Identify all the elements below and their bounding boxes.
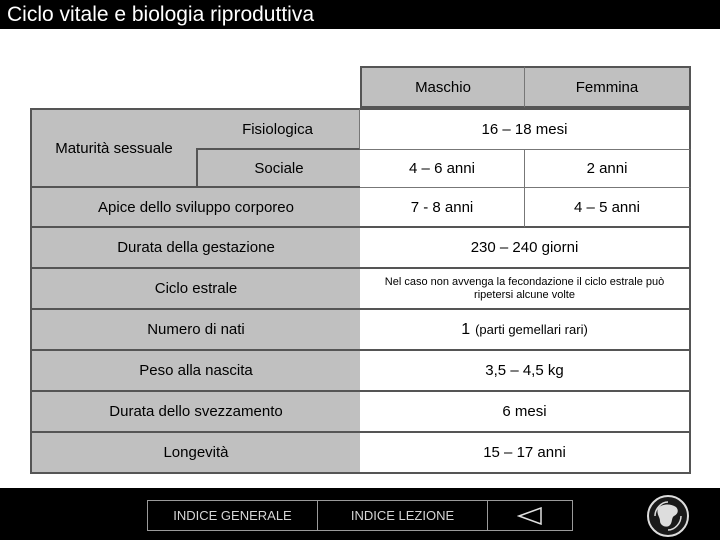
- row-value: 6 mesi: [360, 392, 691, 433]
- row-label: Durata dello svezzamento: [30, 392, 360, 433]
- maturity-physiological-label: Fisiologica: [196, 108, 360, 150]
- row-label: Peso alla nascita: [30, 351, 360, 392]
- maturity-label: Maturità sessuale: [30, 108, 196, 188]
- row-value: 15 – 17 anni: [360, 433, 691, 474]
- row-male-value: 7 - 8 anni: [360, 188, 525, 228]
- maturity-social-label: Sociale: [196, 150, 360, 188]
- back-button[interactable]: [487, 500, 573, 531]
- title-bar: [0, 0, 720, 29]
- row-label: Longevità: [30, 433, 360, 474]
- births-note: (parti gemellari rari): [475, 322, 588, 337]
- triangle-left-icon: [517, 507, 543, 525]
- header-female: Femmina: [525, 66, 691, 108]
- index-lesson-button[interactable]: INDICE LEZIONE: [317, 500, 488, 531]
- index-general-button[interactable]: INDICE GENERALE: [147, 500, 318, 531]
- row-label: Apice dello sviluppo corporeo: [30, 188, 360, 228]
- row-value: 3,5 – 4,5 kg: [360, 351, 691, 392]
- maturity-social-male: 4 – 6 anni: [360, 150, 525, 188]
- row-female-value: 4 – 5 anni: [525, 188, 691, 228]
- row-value: 230 – 240 giorni: [360, 228, 691, 269]
- maturity-physiological-value: 16 – 18 mesi: [360, 108, 691, 150]
- row-label: Ciclo estrale: [30, 269, 360, 310]
- row-label: Numero di nati: [30, 310, 360, 351]
- page-title: Ciclo vitale e biologia riproduttiva: [7, 3, 314, 26]
- globe-logo-icon[interactable]: [646, 494, 690, 538]
- header-male: Maschio: [360, 66, 525, 108]
- births-count: 1: [461, 321, 471, 338]
- maturity-social-female: 2 anni: [525, 150, 691, 188]
- row-value-group: [360, 310, 691, 351]
- row-value: Nel caso non avvenga la fecondazione il ciclo estrale può ripetersi alcune volte: [360, 269, 691, 310]
- row-label: Durata della gestazione: [30, 228, 360, 269]
